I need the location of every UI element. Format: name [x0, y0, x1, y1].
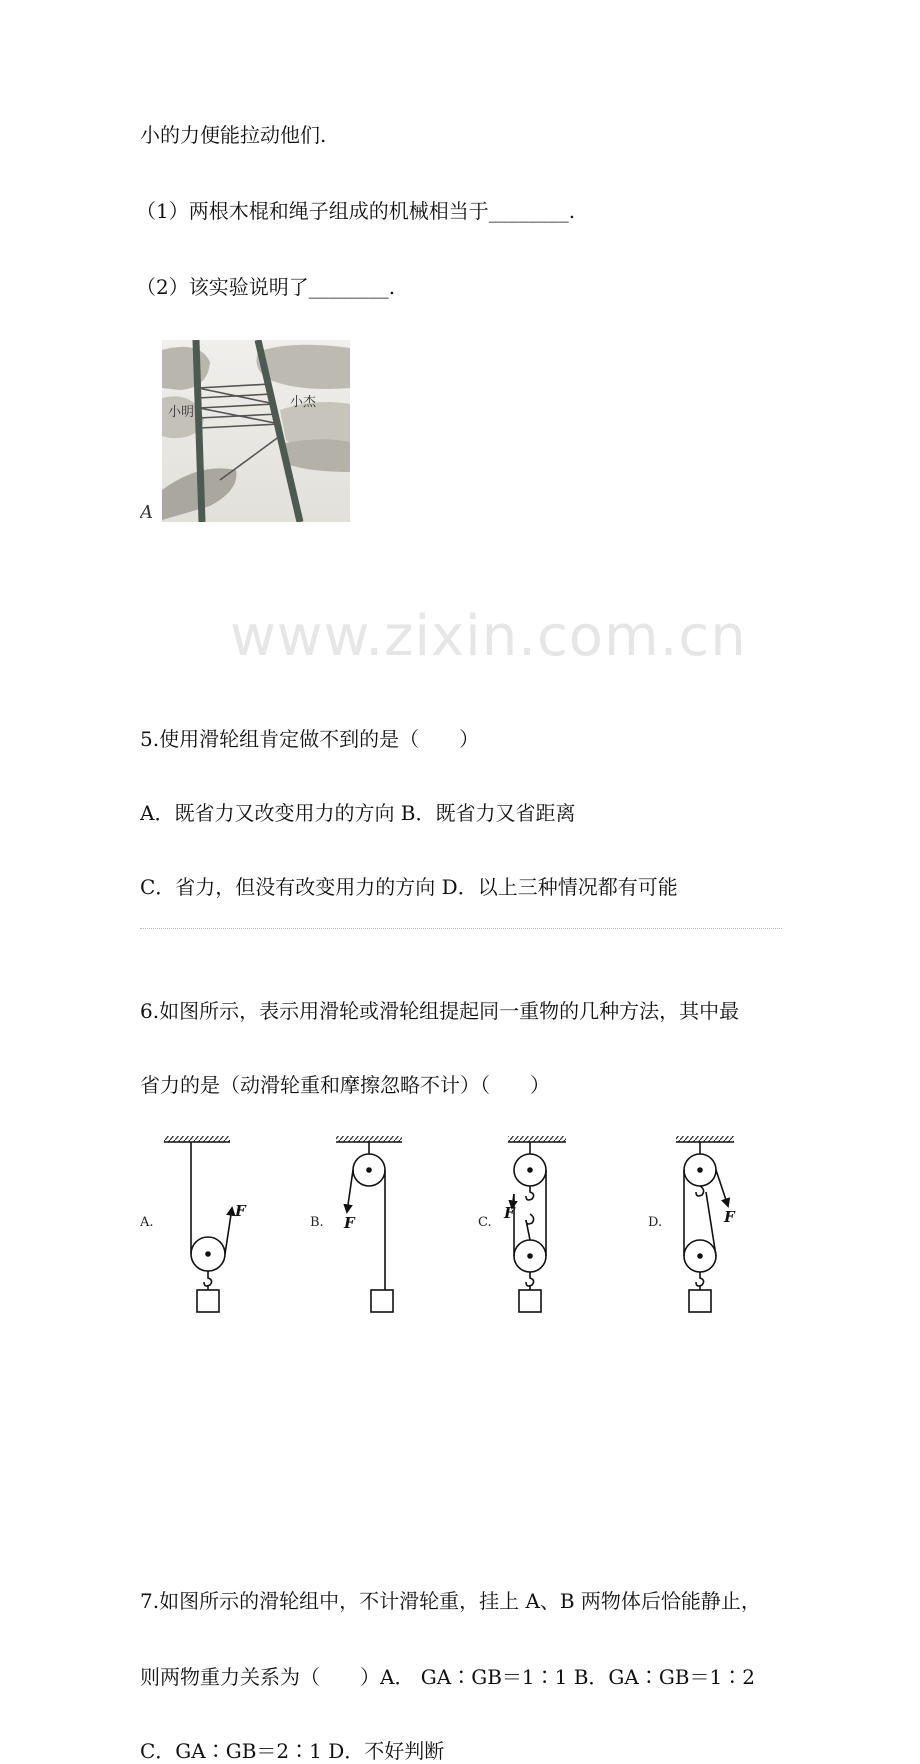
label-b: B.	[310, 1215, 324, 1230]
q7-line1: 7.如图所示的滑轮组中，不计滑轮重，挂上 A、B 两物体后恰能静止，	[140, 1589, 761, 1613]
q4-sub2: （2）该实验说明了________.	[136, 275, 396, 299]
q5-stem: 5.使用滑轮组肯定做不到的是（ ）	[140, 727, 480, 751]
q6-stem-line1: 6.如图所示，表示用滑轮或滑轮组提起同一重物的几种方法，其中最	[140, 999, 740, 1023]
force-label-b: F	[344, 1214, 355, 1232]
q5-options-ab: A．既省力又改变用力的方向 B．既省力又省距离	[140, 801, 576, 825]
label-c: C.	[478, 1215, 492, 1230]
q7-line2: 则两物重力关系为（ ）A． GA∶GB＝1∶1 B．GA∶GB＝1∶2	[140, 1665, 755, 1689]
force-label-c: F	[504, 1204, 515, 1222]
label-a: A.	[140, 1215, 154, 1230]
rope-sticks-photo	[140, 340, 350, 522]
label-xiaojie: 小杰	[290, 395, 317, 410]
label-d: D.	[648, 1215, 663, 1230]
force-label-d: F	[724, 1208, 735, 1226]
q4-continuation: 小的力便能拉动他们.	[140, 123, 327, 147]
q4-sub1: （1）两根木棍和绳子组成的机械相当于________.	[136, 199, 576, 223]
q7-line3: C．GA∶GB＝2∶1 D．不好判断	[140, 1739, 445, 1763]
q6-stem-line2: 省力的是（动滑轮重和摩擦忽略不计）（ ）	[140, 1073, 550, 1097]
watermark: www.zixin.com.cn	[230, 604, 747, 669]
figure-c	[508, 1136, 566, 1312]
pulley-figures	[140, 1128, 800, 1328]
force-label-a: F	[235, 1202, 246, 1220]
photo-corner-label: A	[140, 502, 153, 522]
label-xiaoming: 小明	[168, 405, 195, 420]
q5-options-cd: C．省力，但没有改变用力的方向 D．以上三种情况都有可能	[140, 875, 678, 899]
figure-a	[164, 1136, 232, 1312]
section-divider	[140, 928, 782, 929]
